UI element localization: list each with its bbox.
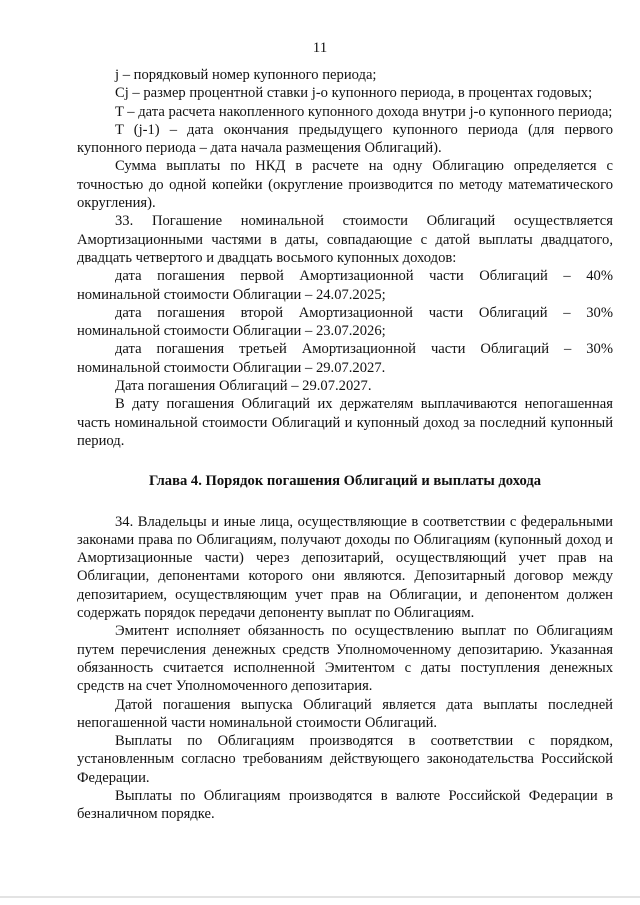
paragraph-bottom: Выплаты по Облигациям производятся в валюте Российской Федерации в безналичном порядке. xyxy=(77,787,613,823)
paragraph-top: Дата погашения Облигаций – 29.07.2027. xyxy=(115,378,372,395)
paragraph-top: 33. Погашение номинальной стоимости Облигаций осуществляется Амортизационными частями в даты, совпадающие с датой выплаты двадцатого, двадцать четвертого и двадцать восьмого купонных доходов: xyxy=(77,213,613,266)
page-bottom-edge xyxy=(0,896,640,898)
formula-definitions-and-clause-33 xyxy=(77,66,613,450)
paragraph-top: Сумма выплаты по НКД в расчете на одну Облигацию определяется с точностью до одной копейки (округление производится по методу математического округления). xyxy=(77,158,613,212)
paragraph-top: дата погашения второй Амортизационной части Облигаций – 30% номинальной стоимости Облигации – 23.07.2026; xyxy=(77,304,613,340)
paragraph-top: дата погашения третьей Амортизационной части Облигаций – 30% номинальной стоимости Облигации – 29.07.2027. xyxy=(77,341,613,376)
paragraph-top: В дату погашения Облигаций их держателям выплачиваются непогашенная часть номинальной стоимости Облигаций и купонный доход за последний купонный период. xyxy=(77,396,613,449)
chapter-heading: Глава 4. Порядок погашения Облигаций и выплаты дохода xyxy=(148,473,542,490)
paragraph-top: Cj – размер процентной ставки j-о купонного периода, в процентах годовых; xyxy=(115,85,593,102)
paragraph-top: T – дата расчета накопленного купонного дохода внутри j-о купонного периода; xyxy=(115,103,613,120)
page-number: 11 xyxy=(312,40,328,56)
paragraph-top: дата погашения первой Амортизационной части Облигаций – 40% номинальной стоимости Облигации – 24.07.2025; xyxy=(77,268,613,303)
paragraph-bottom: 34. Владельцы и иные лица, осуществляющие в соответствии с федеральными законами права по Облигациям, получают доходы по Облигациям (купонный доход и Амортизационные части) через депозитарий, осуществляющий учет прав на Облигации, депонентами которого они являются. Депозитарный договор между депозитарием, осуществляющим учет прав на Облигации, и депонентом должен содержать порядок передачи депоненту выплат по Облигациям. xyxy=(77,513,613,622)
paragraph-bottom: Выплаты по Облигациям производятся в соответствии с порядком, установленным согласно требованиям действующего законодательства Российской Федерации. xyxy=(77,733,613,786)
paragraph-bottom: Датой погашения выпуска Облигаций является дата выплаты последней непогашенной части номинальной стоимости Облигаций. xyxy=(77,696,613,731)
paragraph-top: j – порядковый номер купонного периода; xyxy=(115,67,377,83)
paragraph-top: T (j-1) – дата окончания предыдущего купонного периода (для первого купонного периода – дата начала размещения Облигаций). xyxy=(77,121,613,157)
paragraph-bottom: Эмитент исполняет обязанность по осуществлению выплат по Облигациям путем перечисления денежных средств Уполномоченному депозитарию. Указанная обязанность считается исполненной Эмитентом с даты поступления денежных средств на счет Уполномоченного депозитария. xyxy=(77,623,613,695)
clause-34-and-payment-terms xyxy=(77,513,613,824)
document-body xyxy=(77,66,613,824)
